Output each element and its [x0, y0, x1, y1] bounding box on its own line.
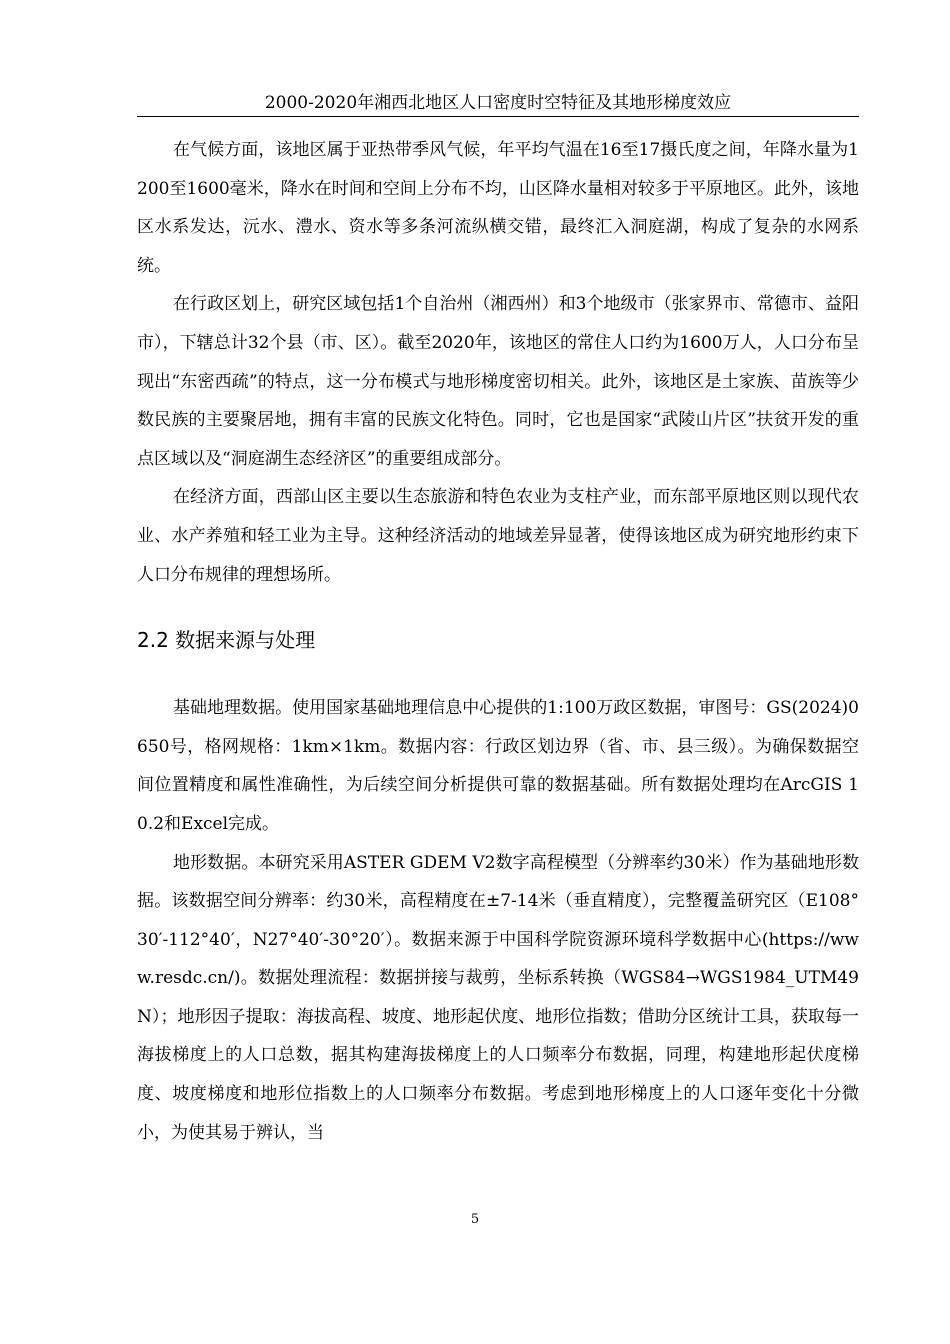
running-header: 2000-2020年湘西北地区人口密度时空特征及其地形梯度效应: [264, 93, 732, 113]
paragraph-climate: 在气候方面，该地区属于亚热带季风气候，年平均气温在16至17摄氏度之间，年降水量为1200至1600毫米，降水在时间和空间上分布不均，山区降水量相对较多于平原地区。此外，该地区水系发达，沅水、澧水、资水等多条河流纵横交错，最终汇入洞庭湖，构成了复杂的水网系统。: [137, 140, 859, 276]
paragraph-administrative: 在行政区划上，研究区域包括1个自治州（湘西州）和3个地级市（张家界市、常德市、益阳市），下辖总计32个县（市、区）。截至2020年，该地区的常住人口约为1600万人，人口分布呈现出“东密西疏”的特点，这一分布模式与地形梯度密切相关。此外，该地区是土家族、苗族等少数民族的主要聚居地，拥有丰富的民族文化特色。同时，它也是国家“武陵山片区”扶贫开发的重点区域以及“洞庭湖生态经济区”的重要组成部分。: [137, 294, 859, 469]
body-text: [137, 131, 859, 1152]
paragraph-basic-geodata: 基础地理数据。使用国家基础地理信息中心提供的1:100万政区数据，审图号：GS(2024)0650号，格网规格：1km×1km。数据内容：行政区划边界（省、市、县三级）。为确保数据空间位置精度和属性准确性，为后续空间分析提供可靠的数据基础。所有数据处理均在ArcGIS 10.2和Excel完成。: [137, 698, 859, 834]
paragraph-terrain-data: 地形数据。本研究采用ASTER GDEM V2数字高程模型（分辨率约30米）作为基础地形数据。该数据空间分辨率：约30米，高程精度在±7-14米（垂直精度），完整覆盖研究区（E108°30′-112°40′，N27°40′-30°20′）。数据来源于中国科学院资源环境科学数据中心(https://www.resdc.cn/)。数据处理流程：数据拼接与裁剪，坐标系转换（WGS84→WGS1984_UTM49N）；地形因子提取：海拔高程、坡度、地形起伏度、地形位指数；借助分区统计工具，获取每一海拔梯度上的人口总数，据其构建海拔梯度上的人口频率分布数据，同理，构建地形起伏度梯度、坡度梯度和地形位指数上的人口频率分布数据。考虑到地形梯度上的人口逐年变化十分微小，为使其易于辨认，当: [137, 852, 859, 1143]
header-rule: [137, 116, 859, 117]
paragraph-economy: 在经济方面，西部山区主要以生态旅游和特色农业为支柱产业，而东部平原地区则以现代农业、水产养殖和轻工业为主导。这种经济活动的地域差异显著，使得该地区成为研究地形约束下人口分布规律的理想场所。: [137, 487, 859, 585]
section-heading: 2.2 数据来源与处理: [137, 628, 316, 653]
page-number: 5: [470, 1212, 480, 1227]
